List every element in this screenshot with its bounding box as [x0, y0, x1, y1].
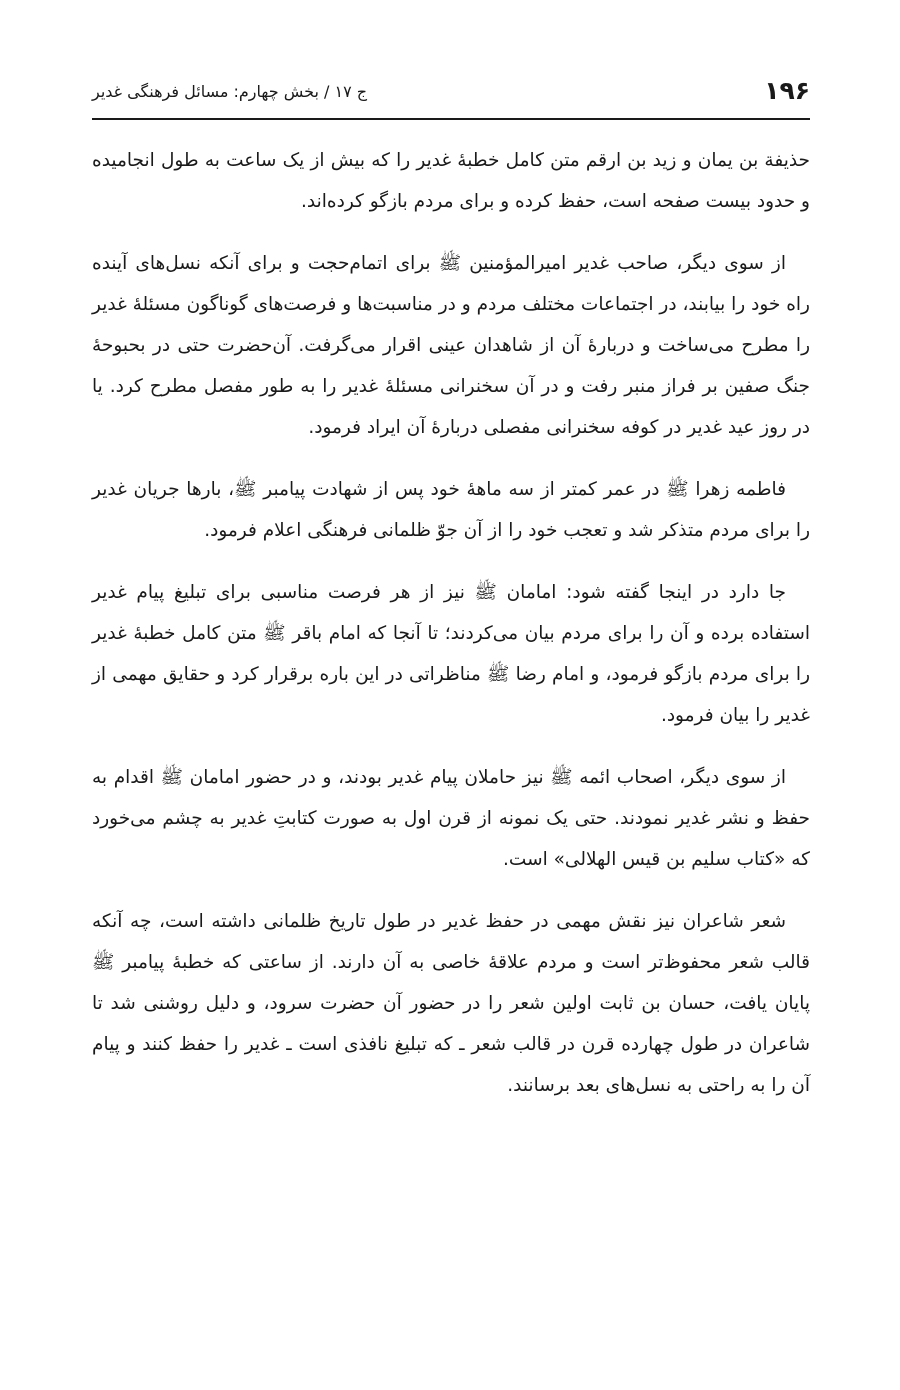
paragraph: شعر شاعران نیز نقش مهمی در حفظ غدیر در طول تاریخ ظلمانی داشته است، چه آنکه قالب شعر محفوظ‌تر است و مردم علاقهٔ خاصی به آن دارند. از ساعتی که خطبهٔ پیامبر ﷺ پایان یافت، حسان بن ثابت اولین شعر را در حضور آن حضرت سرود، و دلیل روشنی شد تا شاعران در طول چهارده قرن در قالب شعر ـ که تبلیغ نافذی است ـ غدیر را حفظ کنند و پیام آن را به راحتی به نسل‌های بعد برسانند. — [92, 911, 810, 1096]
header-divider — [92, 118, 810, 120]
running-head: ج ۱۷ / بخش چهارم: مسائل فرهنگی غدیر — [92, 82, 368, 101]
body-text — [92, 140, 810, 1127]
paragraph: حذیفة بن یمان و زید بن ارقم متن کامل خطبهٔ غدیر را که بیش از یک ساعت به طول انجامیده و حدود بیست صفحه است، حفظ کرده و برای مردم بازگو کرده‌اند. — [92, 150, 810, 212]
paragraph: فاطمه زهرا ﷺ در عمر کمتر از سه ماههٔ خود پس از شهادت پیامبر ﷺ، بارها جریان غدیر را برای مردم متذکر شد و تعجب خود را از آن جوّ ظلمانی فرهنگی اعلام فرمود. — [92, 479, 810, 541]
page-number: ۱۹۶ — [764, 76, 810, 105]
paragraph: از سوی دیگر، صاحب غدیر امیرالمؤمنین ﷺ برای اتمام‌حجت و برای آنکه نسل‌های آینده راه خود را بیابند، در اجتماعات مختلف مردم و در مناسبت‌ها و فرصت‌های گوناگون مسئلهٔ غدیر را مطرح می‌ساخت و دربارهٔ آن از شاهدان عینی اقرار می‌گرفت. آن‌حضرت حتی در بحبوحهٔ جنگ صفین بر فراز منبر رفت و در آن سخنرانی مسئلهٔ غدیر را به طور مفصل مطرح کرد. یا در روز عید غدیر در کوفه سخنرانی مفصلی دربارهٔ آن ایراد فرمود. — [92, 253, 810, 438]
paragraph: از سوی دیگر، اصحاب ائمه ﷺ نیز حاملان پیام غدیر بودند، و در حضور امامان ﷺ اقدام به حفظ و نشر غدیر نمودند. حتی یک نمونه از قرن اول به صورت کتابتِ غدیر به چشم می‌خورد که «کتاب سلیم بن قیس الهلالی» است. — [92, 767, 810, 870]
book-page — [92, 0, 810, 1390]
paragraph: جا دارد در اینجا گفته شود: امامان ﷺ نیز از هر فرصت مناسبی برای تبلیغ پیام غدیر استفاده برده و آن را برای مردم بیان می‌کردند؛ تا آنجا که امام باقر ﷺ متن کامل خطبهٔ غدیر را برای مردم بازگو فرمود، و امام رضا ﷺ مناظراتی در این باره برقرار کرد و حقایق مهمی از غدیر را بیان فرمود. — [92, 582, 810, 726]
page-header — [92, 72, 810, 112]
